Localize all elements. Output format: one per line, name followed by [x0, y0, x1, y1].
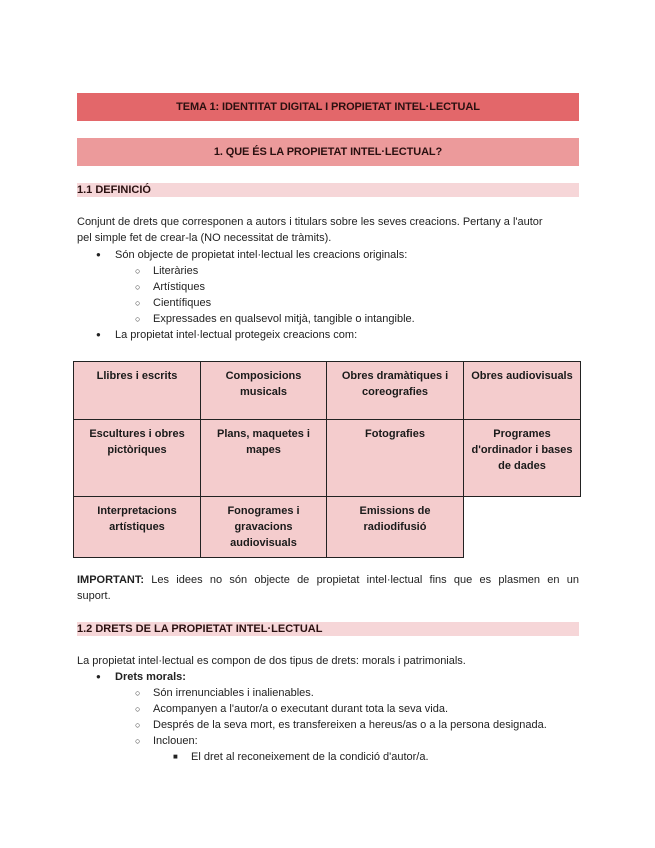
sub-list-item: Inclouen: — [153, 735, 198, 747]
section-heading-definicio: 1.1 DEFINICIÓ — [77, 183, 579, 197]
bullet-icon: ● — [96, 250, 101, 259]
sub-bullet-icon: ○ — [135, 266, 141, 276]
list-item-protected-creations: La propietat intel·lectual protegeix creacions com: — [115, 329, 358, 341]
definition-line-1: Conjunt de drets que corresponen a autors i titulars sobre les seves creacions. Pertany a l'autor — [77, 216, 543, 228]
table-cell: Fotografies — [327, 420, 464, 497]
sub-list-item: Acompanyen a l'autor/a o executant durant tota la seva vida. — [153, 703, 449, 715]
bullet-icon: ● — [96, 330, 101, 339]
sub-sub-list-item: El dret al reconeixement de la condició d'autor/a. — [191, 751, 429, 763]
table-cell: Plans, maquetes i mapes — [201, 420, 327, 497]
creations-table — [73, 361, 581, 558]
sub-bullet-icon: ○ — [135, 720, 141, 730]
table-row — [74, 362, 581, 420]
table-cell: Llibres i escrits — [74, 362, 201, 420]
definition-line-2: pel simple fet de crear-la (NO necessitat de tràmits). — [77, 232, 332, 244]
sub-list-item: Són irrenunciables i inalienables. — [153, 687, 314, 699]
sub-bullet-icon: ○ — [135, 314, 141, 324]
table-cell: Composicions musicals — [201, 362, 327, 420]
subtitle-banner-text: 1. QUE ÉS LA PROPIETAT INTEL·LECTUAL? — [213, 146, 443, 158]
sub-list-item: Expressades en qualsevol mitjà, tangible o intangible. — [153, 313, 415, 325]
table-row — [74, 497, 581, 558]
sub-list-item: Literàries — [153, 265, 199, 277]
table-cell: Interpretacions artístiques — [74, 497, 201, 558]
table-cell: Emissions de radiodifusió — [327, 497, 464, 558]
table-cell: Obres audiovisuals — [464, 362, 581, 420]
sub-bullet-icon: ○ — [135, 298, 141, 308]
important-text-line-1: Les idees no són objecte de propietat intel·lectual fins que es plasmen en un — [151, 574, 579, 586]
sub-bullet-icon: ○ — [135, 736, 141, 746]
list-item-original-creations: Són objecte de propietat intel·lectual les creacions originals: — [115, 249, 408, 261]
sub-bullet-icon: ○ — [135, 282, 141, 292]
table-cell: Fonogrames i gravacions audiovisuals — [201, 497, 327, 558]
table-cell: Escultures i obres pictòriques — [74, 420, 201, 497]
table-cell: Programes d'ordinador i bases de dades — [464, 420, 581, 497]
section-heading-drets: 1.2 DRETS DE LA PROPIETAT INTEL·LECTUAL — [77, 622, 579, 636]
bullet-icon: ● — [96, 672, 101, 681]
subtitle-banner — [77, 138, 579, 166]
table-cell: Obres dramàtiques i coreografies — [327, 362, 464, 420]
important-text-line-2: suport. — [77, 590, 111, 602]
important-label: IMPORTANT: — [77, 574, 145, 586]
sub-list-item: Artístiques — [153, 281, 205, 293]
rights-intro: La propietat intel·lectual es compon de dos tipus de drets: morals i patrimonials. — [77, 655, 466, 667]
square-bullet-icon: ■ — [173, 752, 178, 761]
table-row — [74, 420, 581, 497]
sub-bullet-icon: ○ — [135, 704, 141, 714]
title-banner — [77, 93, 579, 121]
table-cell-empty — [464, 497, 581, 558]
definition-paragraph — [77, 214, 579, 246]
sub-bullet-icon: ○ — [135, 688, 141, 698]
list-item-moral-rights: Drets morals: — [115, 671, 186, 683]
important-note — [77, 572, 579, 604]
sub-list-item: Científiques — [153, 297, 212, 309]
sub-list-item: Després de la seva mort, es transfereixen a hereus/as o a la persona designada. — [153, 719, 547, 731]
title-banner-text: TEMA 1: IDENTITAT DIGITAL I PROPIETAT INTEL·LECTUAL — [176, 101, 480, 113]
